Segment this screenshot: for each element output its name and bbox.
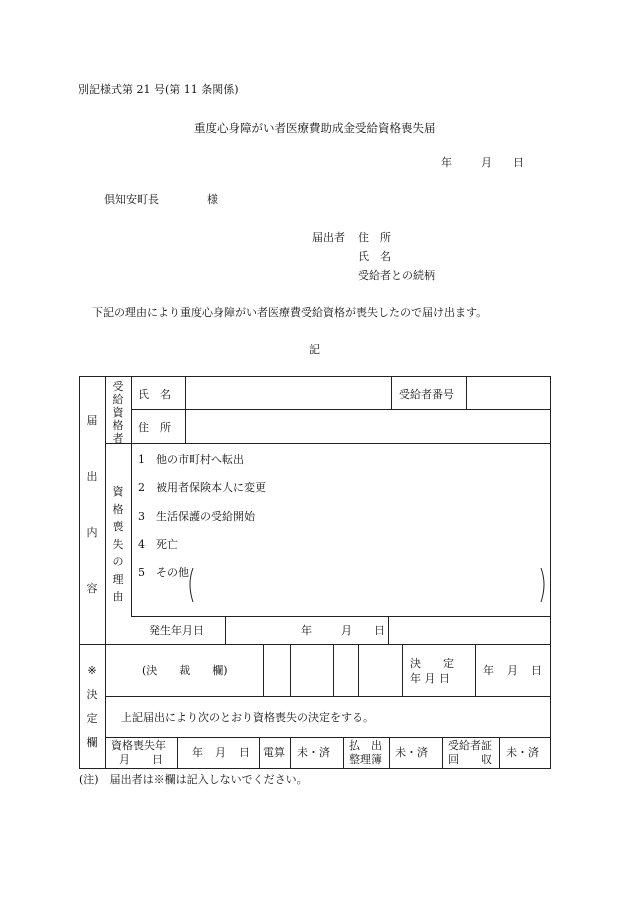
loss-date-day: 日 <box>239 746 250 759</box>
loss-reason-label: 資 格 喪 失 の 理 由 <box>112 485 124 603</box>
addressee: 倶知安町長 <box>104 193 159 206</box>
recipient-label: 受 給 資 格 者 <box>112 380 124 445</box>
approval-label: (決 裁 欄) <box>142 664 228 677</box>
recipient-address-field[interactable] <box>186 410 549 442</box>
loss-date-label-top: 資格喪失年 <box>111 739 166 752</box>
loss-date-month: 月 <box>215 746 226 759</box>
form-number: 別記様式第 21 号(第 11 条関係) <box>78 83 239 96</box>
cert-return-label-top: 受給者証 <box>448 739 492 752</box>
calc-status[interactable]: 未・済 <box>297 746 330 759</box>
occurrence-date-label: 発生年月日 <box>149 624 204 637</box>
ki-heading: 記 <box>309 343 320 356</box>
footnote: (注) 届出者は※欄は記入しないでください。 <box>79 773 308 786</box>
decided-date-day: 日 <box>531 664 542 677</box>
decision-label: ※ 決 定 欄 <box>86 664 98 749</box>
notify-content-label: 届 出 内 容 <box>86 414 98 595</box>
reason-option-2[interactable]: 2 被用者保険本人に変更 <box>138 481 266 494</box>
decided-date-label-top: 決 定 <box>410 657 454 670</box>
occurrence-date-year: 年 <box>301 624 312 637</box>
recipient-number-field[interactable] <box>467 377 549 408</box>
form-title: 重度心身障がい者医療費助成金受給資格喪失届 <box>194 121 436 135</box>
notification-table <box>79 376 551 769</box>
applicant-name-label: 氏 名 <box>358 250 391 263</box>
submission-date-year: 年 <box>441 156 452 169</box>
submission-date-month: 月 <box>481 156 492 169</box>
payment-label-top: 払 出 <box>349 739 382 752</box>
decided-date-year: 年 <box>483 664 494 677</box>
submission-date-day: 日 <box>513 156 524 169</box>
recipient-number-label: 受給者番号 <box>399 388 454 401</box>
statement: 下記の理由により重度心身障がい者医療費受給資格が喪失したので届け出ます。 <box>92 306 488 319</box>
cert-return-status[interactable]: 未・済 <box>506 746 539 759</box>
loss-date-year: 年 <box>192 746 203 759</box>
decision-statement: 上記届出により次のとおり資格喪失の決定をする。 <box>121 711 374 724</box>
calc-label: 電算 <box>263 746 285 759</box>
cert-return-label-bottom: 回 収 <box>448 753 492 766</box>
other-reason-field[interactable] <box>197 568 537 602</box>
decided-date-month: 月 <box>507 664 518 677</box>
occurrence-date-day: 日 <box>374 624 385 637</box>
applicant-label: 届出者 <box>312 231 345 244</box>
payment-label-bottom: 整理簿 <box>349 753 382 766</box>
occurrence-date-month: 月 <box>341 624 352 637</box>
payment-status[interactable]: 未・済 <box>395 746 428 759</box>
loss-date-label-bottom: 月 日 <box>119 753 163 766</box>
recipient-name-field[interactable] <box>186 377 390 408</box>
reason-option-1[interactable]: 1 他の市町村へ転出 <box>138 453 244 466</box>
reason-option-3[interactable]: 3 生活保護の受給開始 <box>138 510 255 523</box>
decided-date-label-bottom: 年 月 日 <box>410 672 450 685</box>
recipient-name-label: 氏 名 <box>138 388 171 401</box>
reason-option-5[interactable]: 5 その他 <box>138 566 189 579</box>
applicant-relation-label: 受給者との続柄 <box>358 269 435 282</box>
reason-option-4[interactable]: 4 死亡 <box>138 538 178 551</box>
recipient-address-label: 住 所 <box>138 421 171 434</box>
honorific: 様 <box>207 193 218 206</box>
applicant-address-label: 住 所 <box>358 231 391 244</box>
